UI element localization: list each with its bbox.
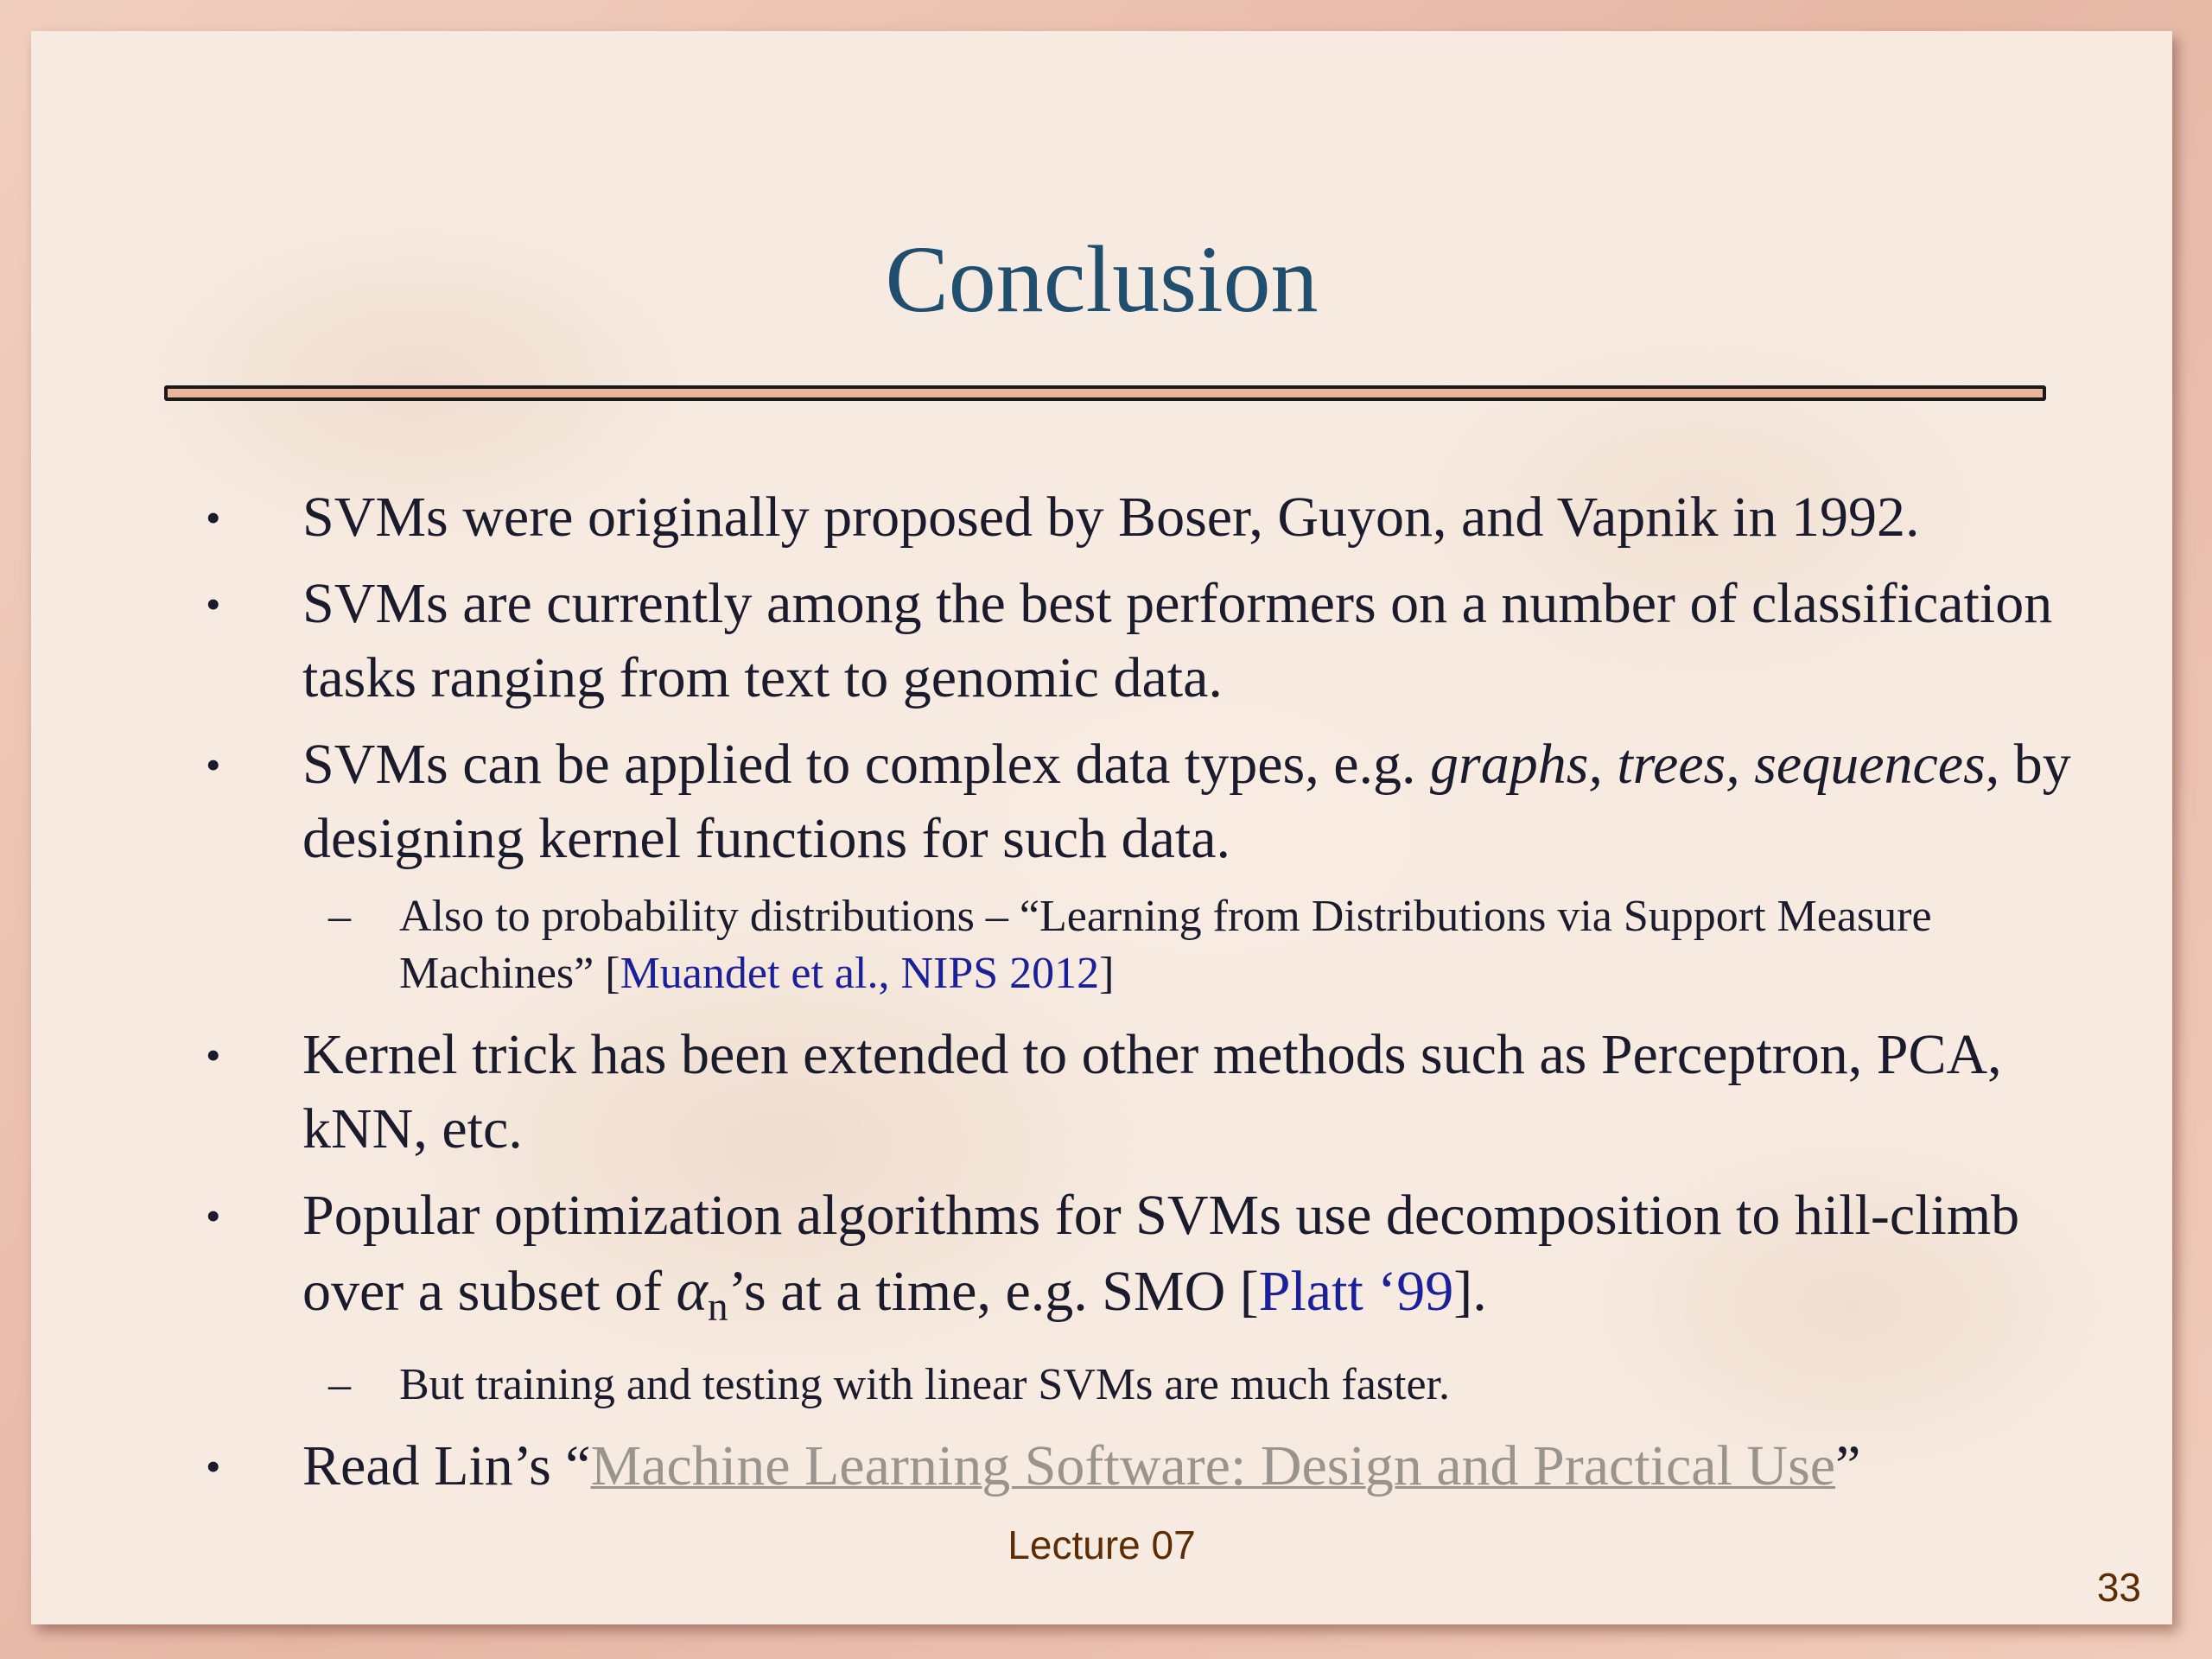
- bullet-text: ”: [1835, 1433, 1861, 1497]
- bullet-list: [187, 480, 2088, 1516]
- alpha-subscript: n: [707, 1284, 728, 1330]
- bullet-marker: •: [206, 1441, 221, 1491]
- alpha-symbol: α: [676, 1256, 708, 1323]
- bullet-marker: •: [206, 493, 221, 542]
- bullet-item: [187, 1018, 2088, 1166]
- bullet-text: ’s at a time, e.g. SMO [: [728, 1260, 1259, 1323]
- bullet-text: Popular optimization algorithms for SVMs use decomposition to hill-climb over a subset of: [302, 1184, 2020, 1323]
- bullet-marker: •: [206, 741, 221, 789]
- slide-footer: Lecture 07: [1007, 1522, 1196, 1567]
- sub-bullet-text: But training and testing with linear SVMs are much faster.: [399, 1359, 1450, 1409]
- citation-link[interactable]: Platt ‘99: [1258, 1260, 1454, 1323]
- sub-bullet-item: [187, 1357, 2088, 1414]
- bullet-text: Kernel trick has been extended to other methods such as Perceptron, PCA, kNN, etc.: [302, 1023, 2002, 1160]
- sub-bullet-item: [187, 888, 2088, 1002]
- bullet-text: , by designing kernel functions for such data.: [302, 733, 2071, 870]
- bullet-item: [187, 1179, 2088, 1344]
- citation-link[interactable]: Muandet et al., NIPS 2012: [620, 949, 1100, 998]
- bullet-text: SVMs are currently among the best performers on a number of classification tasks ranging from text to genomic data.: [302, 572, 2053, 709]
- bullet-item: [187, 567, 2088, 715]
- bullet-marker: •: [206, 1031, 221, 1079]
- bullet-text: SVMs can be applied to complex data types, e.g.: [302, 733, 1431, 796]
- slide-title: Conclusion: [885, 226, 1319, 332]
- sub-bullet-text: Also to probability distributions – “Learning from Distributions via Support Measure Machines” [: [399, 892, 1932, 998]
- bullet-marker: •: [206, 1192, 221, 1240]
- sub-bullet-marker: –: [328, 1359, 351, 1409]
- citation-close: ].: [1453, 1260, 1487, 1323]
- sub-bullet-marker: –: [328, 892, 351, 941]
- citation-close: ]: [1099, 949, 1115, 998]
- reference-link[interactable]: Machine Learning Software: Design and Practical Use: [590, 1433, 1836, 1497]
- bullet-item: [187, 728, 2088, 876]
- slide: [31, 31, 2172, 1624]
- bullet-text: SVMs were originally proposed by Boser, Guyon, and Vapnik in 1992.: [302, 486, 1920, 549]
- bullet-item: [187, 1429, 2088, 1503]
- bullet-italic-text: graphs, trees, sequences: [1430, 733, 1986, 796]
- title-divider: [164, 385, 2046, 401]
- bullet-text: Read Lin’s “: [302, 1433, 591, 1497]
- page-number: 33: [2096, 1565, 2141, 1610]
- bullet-item: [187, 480, 2088, 555]
- bullet-marker: •: [206, 580, 221, 628]
